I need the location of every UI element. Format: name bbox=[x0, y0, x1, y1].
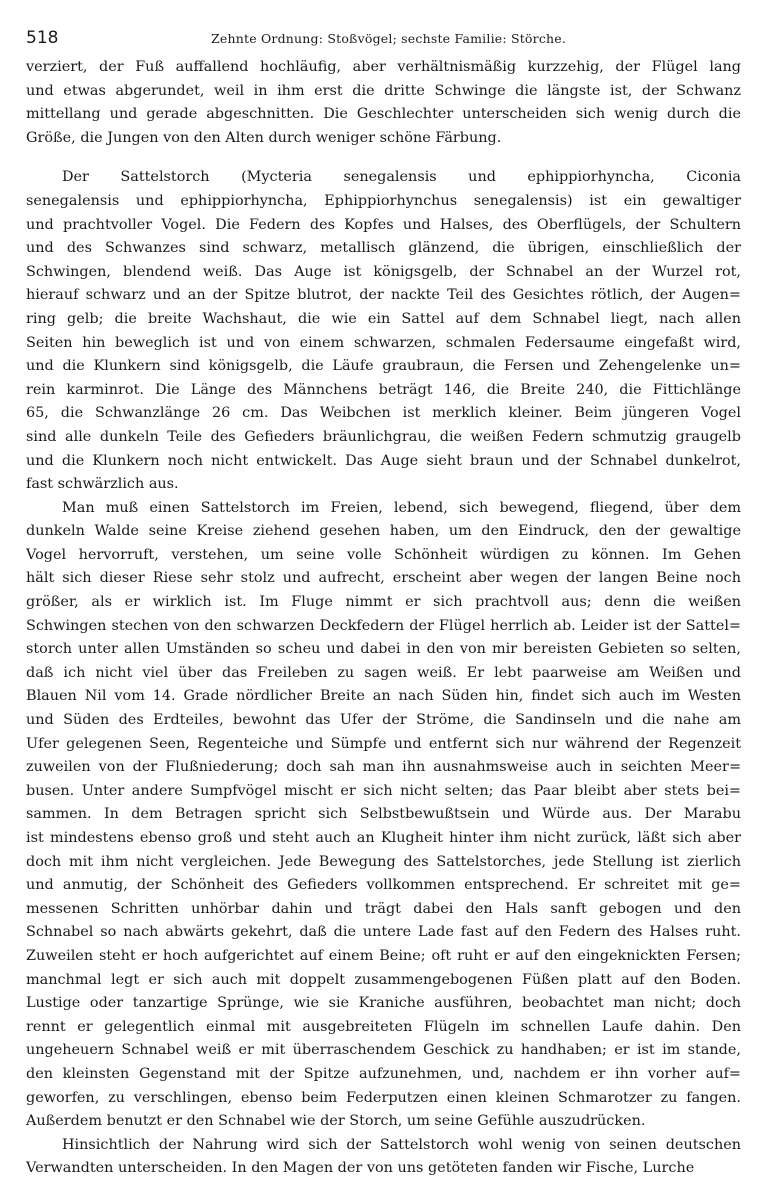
text-line: Der Sattelstorch (Mycteria senegalensis und ephippiorhyncha, Ciconia bbox=[62, 169, 741, 186]
text-line: sind alle dunkeln Teile des Gefieders bräunlichgrau, die weißen Federn schmutzig graugelb bbox=[26, 428, 741, 445]
text-line: ist mindestens ebenso groß und steht auch an Klugheit hinter ihm nicht zurück, läßt sich aber bbox=[26, 830, 741, 846]
text-line: Zuweilen steht er hoch aufgerichtet auf einem Beine; oft ruht er auf den eingeknickten Fersen; bbox=[26, 947, 741, 964]
text-line: und anmutig, der Schönheit des Gefieders vollkommen entsprechend. Er schreitet mit ge= bbox=[26, 877, 741, 894]
text-line: rein karminrot. Die Länge des Männchens beträgt 146, die Breite 240, die Fittichlänge bbox=[26, 381, 741, 398]
text-line: mittellang und gerade abgeschnitten. Die Geschlechter unterscheiden sich wenig durch die bbox=[26, 106, 741, 123]
text-line: und die Klunkern noch nicht entwickelt. Das Auge sieht braun und der Schnabel dunkelrot, bbox=[26, 452, 741, 469]
text-line: Lustige oder tanzartige Sprünge, wie sie Kraniche ausführen, beobachtet man nicht; doch bbox=[26, 995, 741, 1012]
paragraph-gap bbox=[26, 150, 741, 166]
text-line: ring gelb; die breite Wachshaut, die wie ein Sattel auf dem Schnabel liegt, nach allen bbox=[26, 310, 741, 327]
running-head bbox=[26, 24, 741, 56]
text-line: geworfen, zu verschlingen, ebenso beim Federputzen einen kleinen Schmarotzer zu fangen. bbox=[26, 1089, 741, 1106]
text-line: manchmal legt er sich auch mit doppelt zusammengebogenen Füßen platt auf den Boden. bbox=[26, 971, 741, 988]
text-line: Man muß einen Sattelstorch im Freien, lebend, sich bewegend, fliegend, über dem bbox=[62, 499, 741, 516]
text-line: und die Klunkern sind königsgelb, die Läufe graubraun, die Fersen und Zehengelenke un= bbox=[26, 358, 741, 375]
paragraph bbox=[26, 56, 741, 150]
text-line: Schwingen, blendend weiß. Das Auge ist königsgelb, der Schnabel an der Wurzel rot, bbox=[26, 263, 741, 280]
text-line: Blauen Nil vom 14. Grade nördlicher Breite an nach Süden hin, findet sich auch im Westen bbox=[26, 688, 741, 705]
text-line: und Süden des Erdteiles, bewohnt das Ufer der Ströme, die Sandinseln und die nahe am bbox=[26, 712, 741, 729]
text-line: zuweilen von der Flußniederung; doch sah man ihn ausnahmsweise auch in seichten Meer= bbox=[26, 759, 741, 776]
paragraph bbox=[26, 1134, 741, 1181]
text-line: und prachtvoller Vogel. Die Federn des Kopfes und Halses, des Oberflügels, der Schultern bbox=[26, 216, 741, 233]
text-line: storch unter allen Umständen so scheu und dabei in den von mir bereisten Gebieten so selten, bbox=[26, 641, 741, 658]
paragraph bbox=[26, 166, 741, 496]
text-line: senegalensis und ephippiorhyncha, Ephippiorhynchus senegalensis) ist ein gewaltiger bbox=[26, 192, 741, 209]
text-line: Verwandten unterscheiden. In den Magen der von uns getöteten fanden wir Fische, Lurche bbox=[26, 1160, 695, 1177]
text-line: Außerdem benutzt er den Schnabel wie der Storch, um seine Gefühle auszudrücken. bbox=[26, 1113, 646, 1130]
text-line: Hinsichtlich der Nahrung wird sich der Sattelstorch wohl wenig von seinen deutschen bbox=[62, 1136, 741, 1153]
text-line: hält sich dieser Riese sehr stolz und aufrecht, erscheint aber wegen der langen Beine noch bbox=[26, 570, 741, 587]
text-line: messenen Schritten unhörbar dahin und trägt dabei den Hals sanft gebogen und den bbox=[26, 900, 741, 917]
text-line: Schwingen stechen von den schwarzen Deckfedern der Flügel herrlich ab. Leider ist der Sattel= bbox=[26, 617, 741, 634]
text-line: verziert, der Fuß auffallend hochläufig, aber verhältnismäßig kurzzehig, der Flügel lang bbox=[26, 59, 741, 75]
text-line: und des Schwanzes sind schwarz, metallisch glänzend, die übrigen, einschließlich der bbox=[26, 240, 741, 257]
text-line: Schnabel so nach abwärts gekehrt, daß die untere Lade fast auf den Federn des Halses ruht. bbox=[26, 924, 741, 941]
text-line: Größe, die Jungen von den Alten durch weniger schöne Färbung. bbox=[26, 129, 502, 146]
text-line: rennt er gelegentlich einmal mit ausgebreiteten Flügeln im schnellen Laufe dahin. Den bbox=[26, 1018, 741, 1035]
text-line: busen. Unter andere Sumpfvögel mischt er sich nicht selten; das Paar bleibt aber stets bei= bbox=[26, 782, 741, 799]
page-number: 518 bbox=[26, 28, 59, 48]
body-text bbox=[26, 56, 741, 1181]
text-line: daß ich nicht viel über das Freileben zu sagen weiß. Er lebt paarweise am Weißen und bbox=[26, 664, 741, 681]
text-line: größer, als er wirklich ist. Im Fluge nimmt er sich prachtvoll aus; denn die weißen bbox=[26, 594, 741, 611]
text-line: sammen. In dem Betragen spricht sich Selbstbewußtsein und Würde aus. Der Marabu bbox=[26, 806, 741, 823]
text-line: den kleinsten Gegenstand mit der Spitze aufzunehmen, und, nachdem er ihn vorher auf= bbox=[26, 1065, 741, 1082]
text-line: fast schwärzlich aus. bbox=[26, 476, 179, 493]
text-line: ungeheuern Schnabel weiß er mit überraschendem Geschick zu handhaben; er ist im stande, bbox=[26, 1042, 741, 1059]
text-line: und etwas abgerundet, weil in ihm erst die dritte Schwinge die längste ist, der Schwanz bbox=[26, 82, 741, 99]
text-line: Ufer gelegenen Seen, Regenteiche und Sümpfe und entfernt sich nur während der Regenzeit bbox=[26, 735, 741, 752]
text-line: 65, die Schwanzlänge 26 cm. Das Weibchen ist merklich kleiner. Beim jüngeren Vogel bbox=[26, 405, 741, 422]
text-line: doch mit ihm nicht vergleichen. Jede Bewegung des Sattelstorches, jede Stellung ist zierlich bbox=[26, 853, 741, 870]
text-line: hierauf schwarz und an der Spitze blutrot, der nackte Teil des Gesichtes rötlich, der Augen= bbox=[26, 287, 741, 304]
paragraph bbox=[26, 497, 741, 1134]
text-line: Seiten hin beweglich ist und von einem schwarzen, schmalen Federsaume eingefaßt wird, bbox=[26, 334, 741, 351]
text-line: Vogel hervorruft, verstehen, um seine volle Schönheit würdigen zu können. Im Gehen bbox=[26, 546, 741, 563]
running-title: Zehnte Ordnung: Stoßvögel; sechste Familie: Störche. bbox=[211, 31, 567, 46]
text-line: dunkeln Walde seine Kreise ziehend gesehen haben, um den Eindruck, den der gewaltige bbox=[26, 523, 741, 540]
